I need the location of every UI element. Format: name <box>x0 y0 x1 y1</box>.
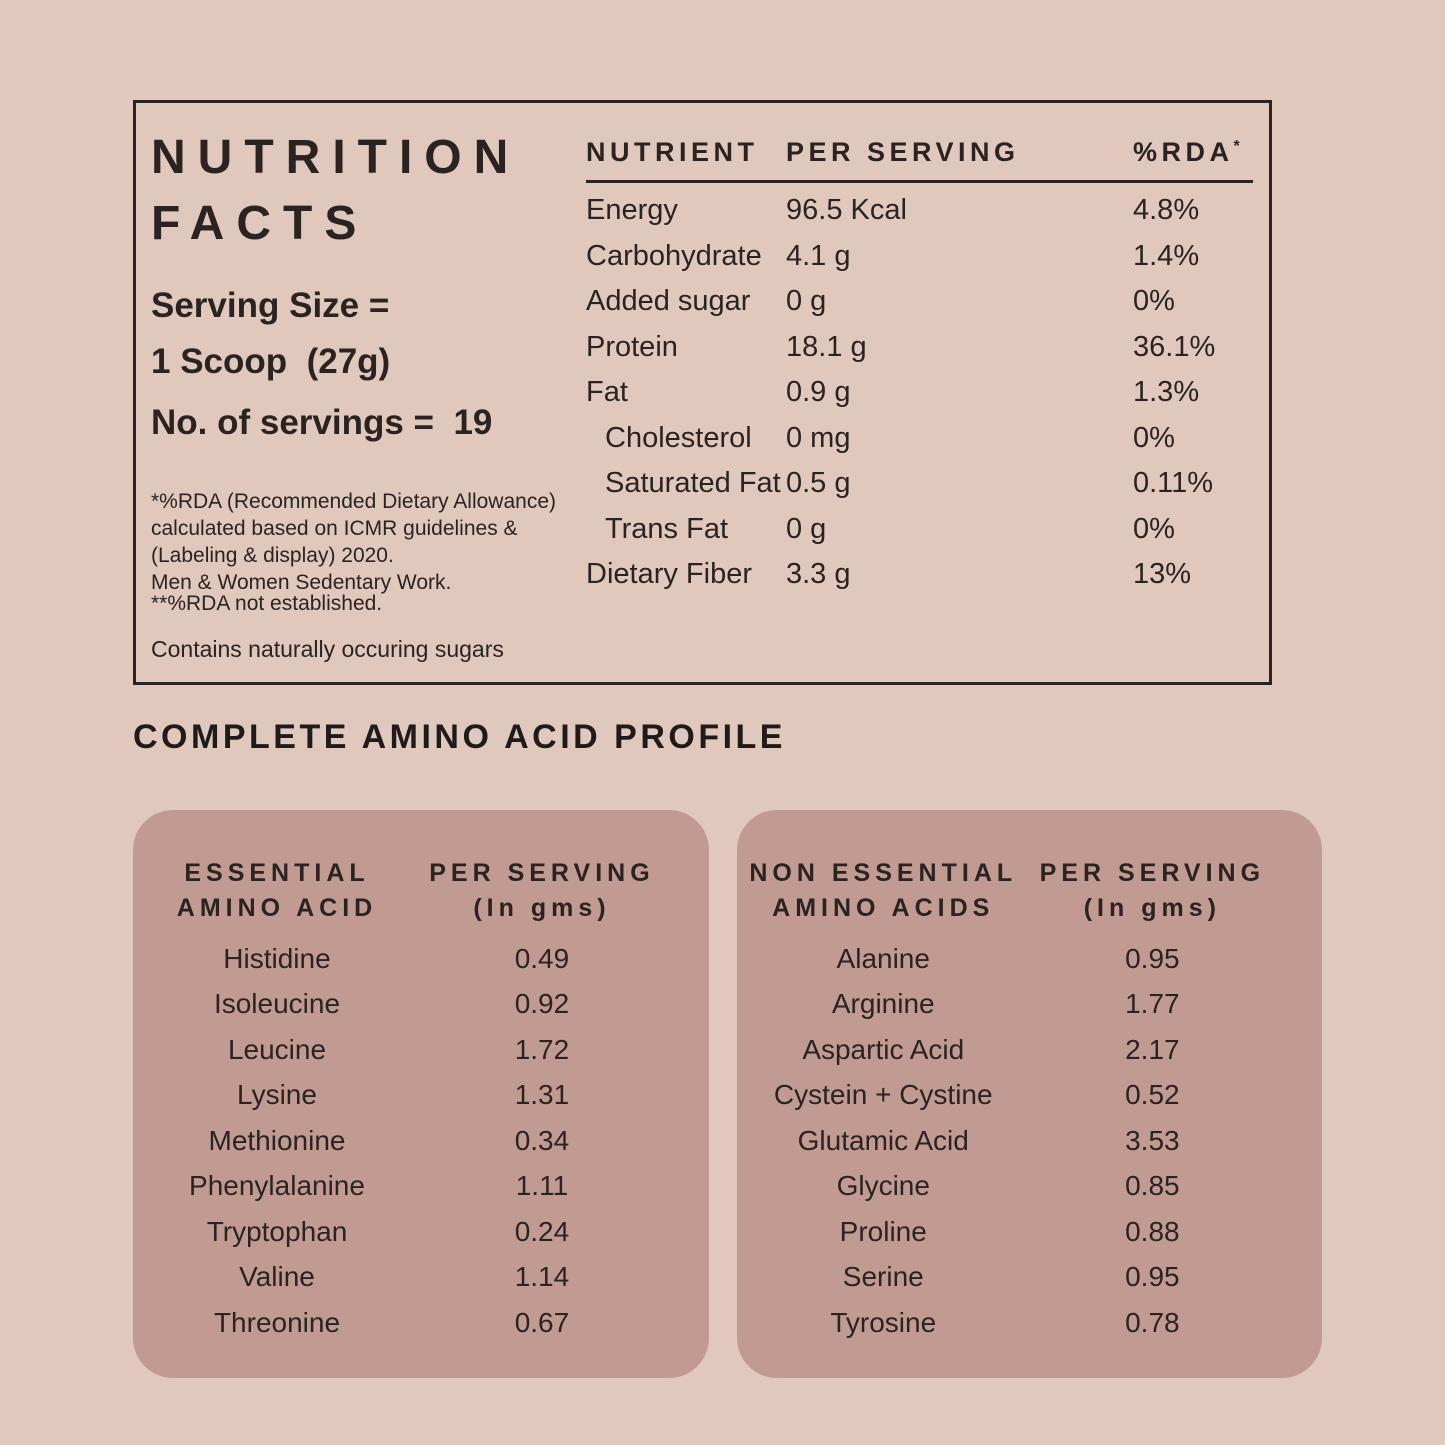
amino-value: 0.88 <box>1125 1215 1180 1247</box>
amino-row <box>133 1027 709 1073</box>
amino-name: Arginine <box>831 988 935 1020</box>
amino-value: 1.14 <box>514 1261 570 1293</box>
table-row <box>586 188 1253 234</box>
serving-size-label: Serving Size = <box>151 286 390 325</box>
nutrient-value: 96.5 Kcal <box>786 194 907 227</box>
amino-name: Tyrosine <box>830 1306 937 1338</box>
essential-name-header: ESSENTIAL AMINO ACID <box>176 859 378 922</box>
amino-name: Serine <box>842 1261 924 1293</box>
amino-row <box>133 936 709 982</box>
nutrient-rda: 13% <box>1133 558 1192 591</box>
amino-value: 1.31 <box>514 1079 570 1111</box>
table-row <box>586 552 1253 598</box>
amino-row <box>737 1209 1322 1255</box>
amino-name: Proline <box>839 1215 927 1247</box>
amino-value: 0.95 <box>1125 1261 1180 1293</box>
table-row <box>586 234 1253 280</box>
essential-amino-acids-panel <box>133 810 709 1378</box>
nutrient-label: Dietary Fiber <box>586 558 752 591</box>
nutrient-value: 0 g <box>786 512 827 545</box>
table-row <box>586 325 1253 371</box>
amino-row <box>737 1300 1322 1346</box>
nutrient-label: Trans Fat <box>605 512 729 545</box>
amino-value: 0.34 <box>514 1124 570 1156</box>
amino-name: Leucine <box>227 1033 327 1065</box>
amino-value: 0.52 <box>1125 1079 1180 1111</box>
amino-row <box>737 936 1322 982</box>
rda-not-established-footnote: **%RDA not established. <box>151 592 383 615</box>
amino-row <box>133 1300 709 1346</box>
essential-rows <box>133 936 709 1346</box>
amino-name: Cystein + Cystine <box>773 1079 993 1111</box>
amino-name: Alanine <box>836 942 930 974</box>
amino-name: Methionine <box>208 1124 346 1156</box>
amino-row <box>737 982 1322 1028</box>
amino-value: 1.11 <box>515 1170 569 1202</box>
amino-name: Isoleucine <box>213 988 341 1020</box>
amino-row <box>133 982 709 1028</box>
header-nutrient: NUTRIENT <box>586 137 759 167</box>
amino-row <box>737 1164 1322 1210</box>
amino-value: 0.78 <box>1125 1306 1180 1338</box>
table-row <box>586 416 1253 462</box>
table-row <box>586 279 1253 325</box>
essential-value-header: PER SERVING (In gms) <box>429 859 655 922</box>
nutrient-label: Protein <box>586 330 678 363</box>
rda-footnote-line3: (Labeling & display) 2020. <box>151 544 394 567</box>
amino-row <box>737 1073 1322 1119</box>
non-essential-amino-acids-panel <box>737 810 1322 1378</box>
amino-row <box>133 1255 709 1301</box>
nutrient-value: 0 g <box>786 285 827 318</box>
amino-name: Histidine <box>223 942 331 974</box>
amino-row <box>737 1255 1322 1301</box>
nutrient-table-header <box>586 137 1253 183</box>
amino-row <box>133 1073 709 1119</box>
nutrient-rda: 0% <box>1133 512 1175 545</box>
nutrition-facts-title-line1: NUTRITION <box>151 131 521 184</box>
amino-row <box>737 1118 1322 1164</box>
amino-name: Tryptophan <box>206 1215 348 1247</box>
nutrient-table <box>586 137 1253 598</box>
amino-row <box>133 1209 709 1255</box>
nutrient-table-rows <box>586 188 1253 598</box>
table-row <box>586 370 1253 416</box>
nutrient-label: Fat <box>586 376 628 409</box>
table-row <box>586 507 1253 553</box>
amino-row <box>133 1118 709 1164</box>
nutrient-value: 0.5 g <box>786 467 851 500</box>
nutrient-value: 0 mg <box>786 421 851 454</box>
amino-name: Glutamic Acid <box>797 1124 969 1156</box>
amino-row <box>737 1027 1322 1073</box>
amino-name: Phenylalanine <box>189 1170 365 1202</box>
amino-value: 0.95 <box>1125 942 1180 974</box>
amino-value: 0.85 <box>1125 1170 1180 1202</box>
nutrient-rda: 0% <box>1133 285 1175 318</box>
nutrition-facts-title-line2: FACTS <box>151 197 369 250</box>
nutrient-rda: 0% <box>1133 421 1175 454</box>
header-rda-asterisk: * <box>1233 138 1240 155</box>
amino-value: 3.53 <box>1125 1124 1180 1156</box>
amino-acid-profile-heading: COMPLETE AMINO ACID PROFILE <box>133 718 786 756</box>
amino-value: 0.67 <box>514 1306 570 1338</box>
rda-footnote-line1: *%RDA (Recommended Dietary Allowance) <box>151 490 556 513</box>
non-essential-name-header: NON ESSENTIAL AMINO ACIDS <box>749 859 1018 922</box>
amino-name: Lysine <box>237 1079 317 1111</box>
header-per-serving: PER SERVING <box>786 137 1020 167</box>
nutrient-rda: 4.8% <box>1133 194 1200 227</box>
amino-value: 2.17 <box>1125 1033 1180 1065</box>
amino-name: Glycine <box>836 1170 930 1202</box>
nutrient-value: 3.3 g <box>786 558 851 591</box>
amino-name: Valine <box>239 1261 315 1293</box>
rda-footnote-line2: calculated based on ICMR guidelines & <box>151 517 518 540</box>
amino-value: 1.77 <box>1125 988 1180 1020</box>
nutrition-facts-box <box>133 100 1272 685</box>
amino-name: Threonine <box>213 1306 341 1338</box>
amino-value: 0.49 <box>514 942 570 974</box>
rda-footnote <box>151 488 556 596</box>
non-essential-rows <box>737 936 1322 1346</box>
essential-panel-header <box>133 856 709 926</box>
table-row <box>586 461 1253 507</box>
amino-value: 0.24 <box>514 1215 570 1247</box>
nutrition-facts-title <box>151 125 520 257</box>
nutrient-value: 0.9 g <box>786 376 851 409</box>
amino-name: Aspartic Acid <box>802 1033 965 1065</box>
nutrient-label: Cholesterol <box>605 421 752 454</box>
non-essential-panel-header <box>737 856 1322 926</box>
nutrient-rda: 1.4% <box>1133 239 1200 272</box>
nutrient-label: Saturated Fat <box>605 467 781 500</box>
amino-row <box>133 1164 709 1210</box>
serving-size-value: 1 Scoop (27g) <box>151 342 391 381</box>
amino-value: 1.72 <box>514 1033 570 1065</box>
amino-value: 0.92 <box>514 988 570 1020</box>
rda-footnote-line4: Men & Women Sedentary Work. <box>151 571 452 594</box>
nutrient-label: Energy <box>586 194 678 227</box>
non-essential-value-header: PER SERVING (In gms) <box>1039 859 1266 922</box>
nutrient-value: 4.1 g <box>786 239 851 272</box>
nutrient-value: 18.1 g <box>786 330 867 363</box>
header-rda: %RDA* <box>1133 137 1240 167</box>
natural-sugars-footnote: Contains naturally occuring sugars <box>151 636 504 662</box>
nutrient-label: Added sugar <box>586 285 751 318</box>
nutrient-rda: 0.11% <box>1133 467 1214 500</box>
number-of-servings: No. of servings = 19 <box>151 403 493 442</box>
nutrient-rda: 36.1% <box>1133 330 1216 363</box>
nutrient-rda: 1.3% <box>1133 376 1200 409</box>
nutrient-label: Carbohydrate <box>586 239 762 272</box>
